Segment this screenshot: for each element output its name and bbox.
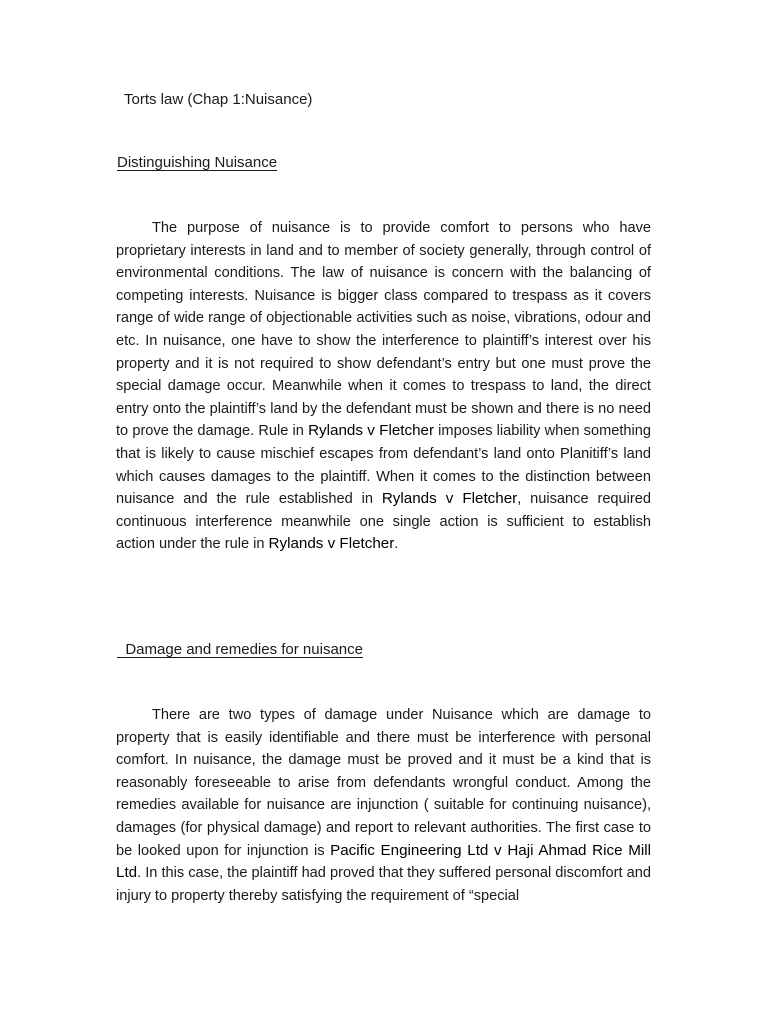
paragraph-distinguishing-nuisance bbox=[116, 217, 651, 556]
paragraph-text: . In this case, the plaintiff had proved that they suffered personal discomfort and injury to property thereby satisfying the requirement of “special bbox=[116, 865, 651, 904]
paragraph-text: The purpose of nuisance is to provide comfort to persons who have proprietary interests in land and to member of society generally, through control of environmental conditions. The law of nuisance is concern with the balancing of competing interests. Nuisance is bigger class compared to trespass as it covers range of wide range of objectionable activities such as noise, vibrations, odour and etc. In nuisance, one have to show the interference to plaintiff’s interest over his property and it is not required to show defendant’s entry but one must prove the special damage occur. Meanwhile when it comes to trespass to land, the direct entry onto the plaintiff’s land by the defendant must be shown and there is no need to prove the damage. Rule in bbox=[116, 220, 651, 440]
paragraph-damage-remedies bbox=[116, 704, 651, 907]
paragraph-text: There are two types of damage under Nuisance which are damage to property that is easily identifiable and there must be interference with personal comfort. In nuisance, the damage must be proved and it must be a kind that is reasonably foreseeable to arise from defendants wrongful conduct. Among the remedies available for nuisance are injunction ( suitable for continuing nuisance), damages (for physical damage) and report to relevant authorities. The first case to be looked upon for injunction is bbox=[116, 707, 651, 859]
case-citation: Rylands v Fletcher bbox=[268, 535, 395, 553]
section-heading-distinguishing-nuisance: Distinguishing Nuisance bbox=[117, 154, 278, 171]
section-heading-damage-remedies: Damage and remedies for nuisance bbox=[117, 641, 363, 658]
document-title: Torts law (Chap 1:Nuisance) bbox=[124, 91, 313, 108]
paragraph-text: imposes liability when something that is likely to cause mischief escapes from defendant’s land onto Planitiff’s land which causes damages to the plaintiff. When it comes to the distinction between nuisance and the rule established in bbox=[116, 423, 652, 508]
case-citation: Rylands v Fletcher bbox=[308, 422, 435, 440]
paragraph-text: , nuisance required continuous interference meanwhile one single action is sufficient to establish action under the rule in bbox=[116, 491, 651, 553]
paragraph-text: . bbox=[394, 536, 399, 553]
case-citation: Rylands v Fletcher bbox=[381, 490, 518, 508]
case-citation: Pacific Engineering Ltd v Haji Ahmad Rice Mill Ltd bbox=[116, 841, 651, 882]
